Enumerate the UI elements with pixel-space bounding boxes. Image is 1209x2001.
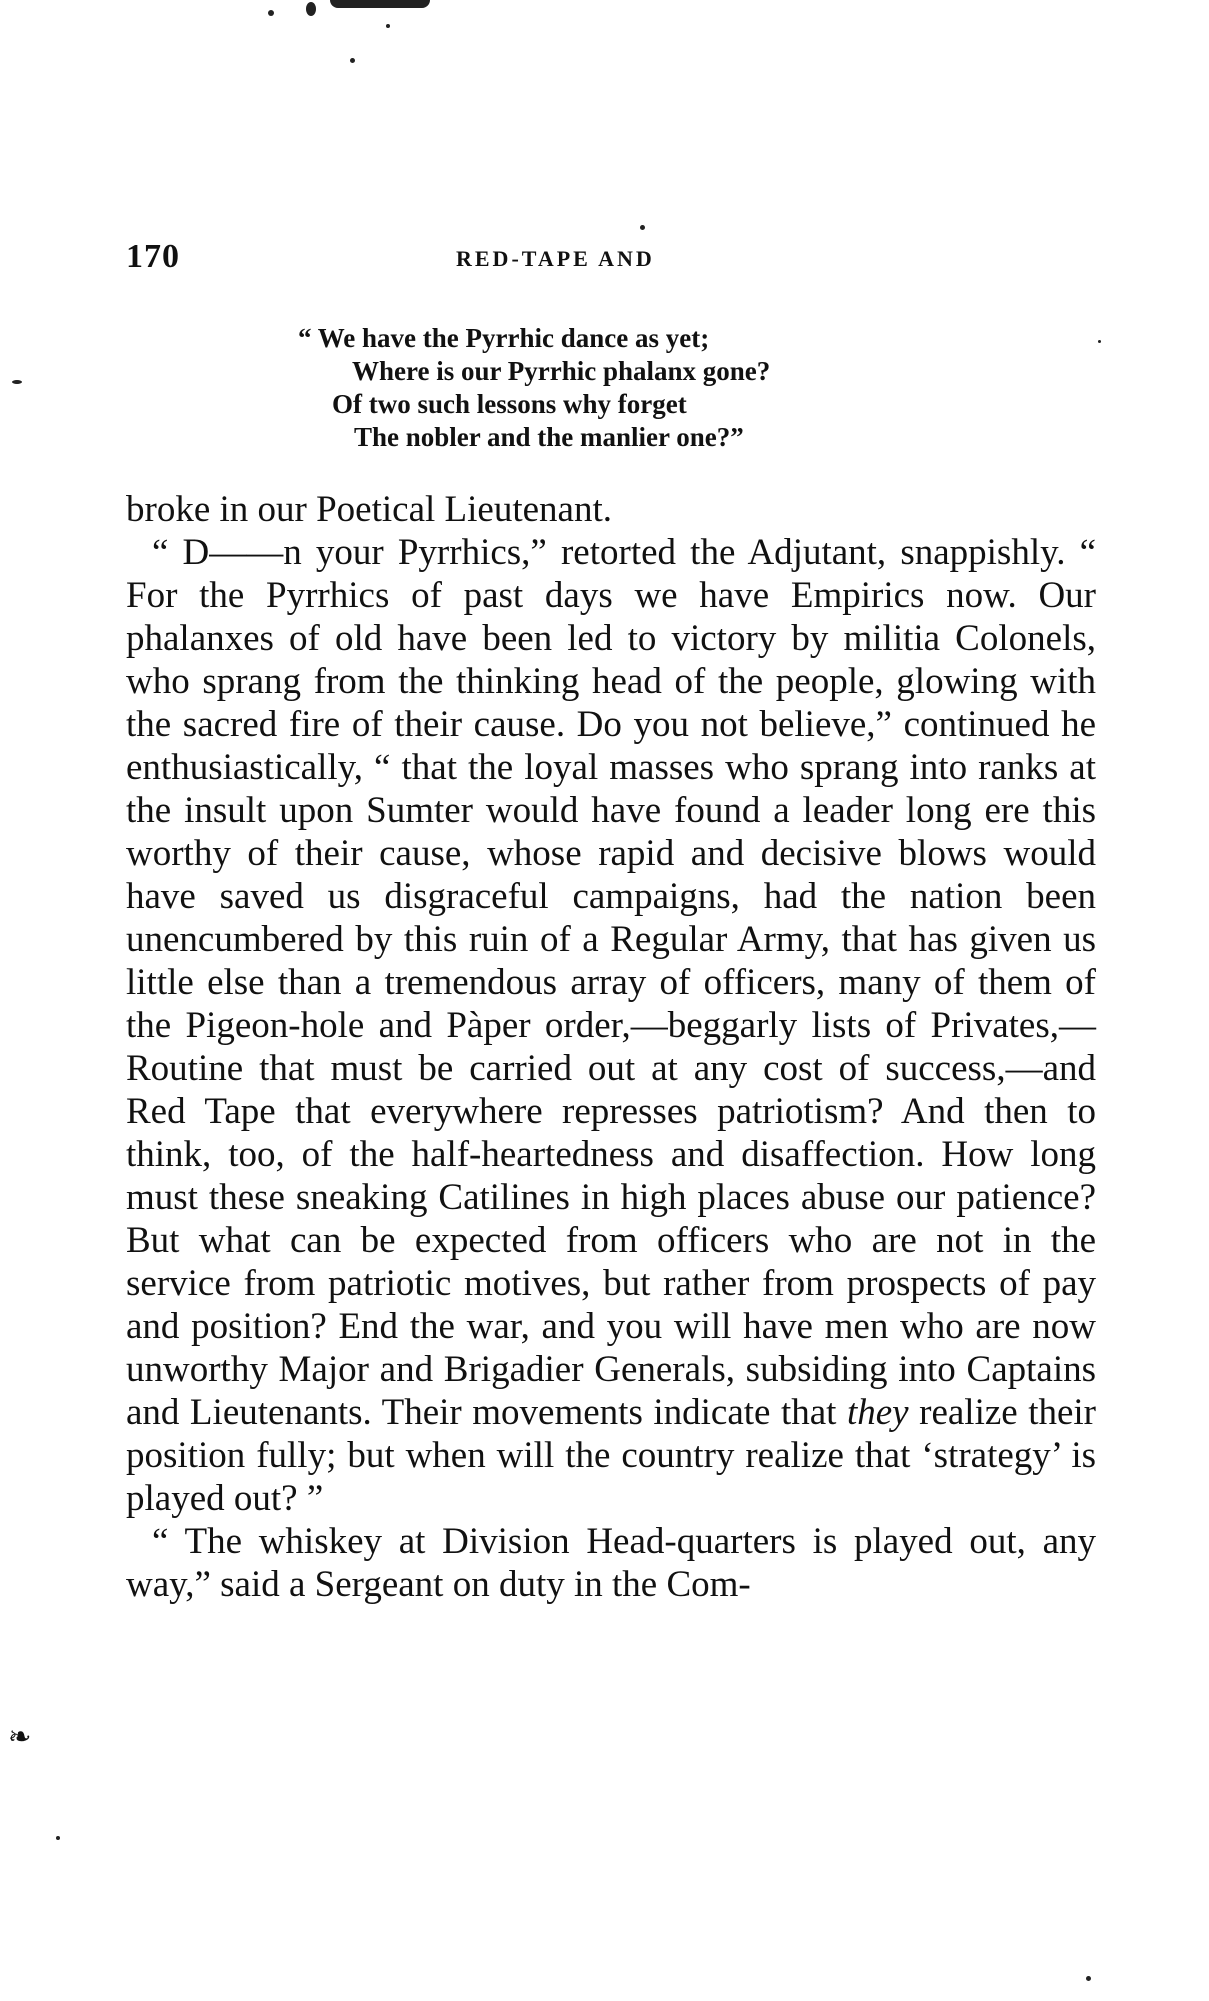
verse-line: The nobler and the manlier one?” [354, 422, 744, 452]
paragraph: “ The whiskey at Division Head-quarters is played out, any way,” said a Sergeant on duty in the Com- [126, 1521, 1096, 1605]
printer-ornament-icon: ❧ [8, 1722, 32, 1753]
page-header [126, 238, 1096, 278]
page-number: 170 [126, 238, 180, 275]
ink-speck [640, 225, 645, 230]
paragraph: broke in our Poetical Lieutenant. [126, 489, 612, 530]
body-text [126, 488, 1096, 1606]
running-head: RED-TAPE AND [456, 246, 655, 271]
paragraph-text: “ D——n your Pyrrhics,” retorted the Adjutant, snappishly. “ For the Pyrrhics of past days we have Empirics now. Our phalanxes of old have been led to victory by militia Colonels, who sprang from the thinking head of the people, glowing with the sacred fire of their cause. Do you not believe,” continued he enthusiastically, “ that the loyal masses who sprang into ranks at the insult upon Sumter would have found a leader long ere this worthy of their cause, whose rapid and decisive blows would have saved us disgraceful campaigns, had the nation been unencumbered by this ruin of a Regular Army, that has given us little else than a tremendous array of officers, many of them of the Pigeon-hole and Pàper order,—beggarly lists of Privates,—Routine that must be carried out at any cost of success,—and Red Tape that everywhere represses patriotism? And then to think, too, of the half-heartedness and disaffection. How long must these sneaking Catilines in high places abuse our patience? But what can be expected from officers who are not in the service from patriotic motives, but rather from prospects of pay and position? End the war, and you will have men who are now unworthy Major and Brigadier Generals, subsiding into Captains and Lieutenants. Their movements indicate that [126, 532, 1096, 1433]
ink-speck [56, 1836, 60, 1840]
ink-speck [1098, 340, 1101, 343]
verse-line: Where is our Pyrrhic phalanx gone? [352, 356, 771, 386]
ink-speck [1086, 1976, 1091, 1981]
verse-quotation [298, 322, 938, 454]
paragraph-text: realize their position fully; but when will the country realize that ‘strategy’ is played out? ” [126, 1392, 1097, 1519]
ink-speck [268, 10, 274, 16]
ink-speck [386, 24, 390, 28]
ink-speck [12, 380, 22, 384]
ink-speck [350, 58, 355, 63]
paragraph [126, 531, 1096, 1520]
emphasized-word: they [846, 1392, 909, 1433]
ink-speck [330, 0, 430, 8]
verse-line: Of two such lessons why forget [332, 389, 687, 419]
ink-speck [306, 2, 316, 16]
verse-line: “ We have the Pyrrhic dance as yet; [298, 323, 710, 353]
